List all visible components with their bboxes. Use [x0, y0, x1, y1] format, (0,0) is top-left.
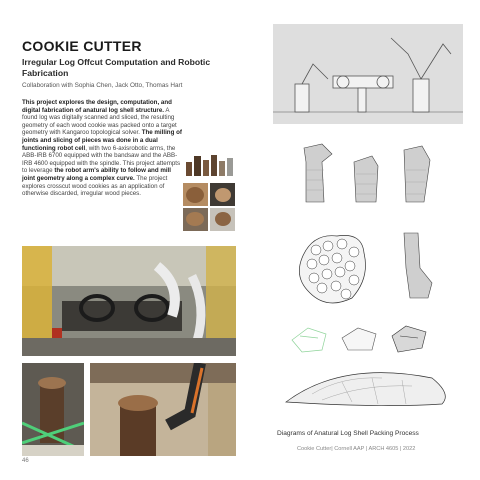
joint-models	[288, 322, 448, 358]
wood-detail-grid	[183, 183, 235, 231]
robot-cell-photo	[22, 246, 236, 356]
body-segment: the robot arm's ability to follow and mill joint geometry along a complex curve.	[22, 167, 171, 182]
log-clamp-photo	[22, 363, 84, 456]
collaboration-credit: Collaboration with Sophia Chen, Jack Otto, Thomas Hart	[22, 82, 183, 89]
page-number: 46	[22, 458, 29, 464]
scanned-log-views	[292, 140, 452, 210]
spindle-milling-photo	[90, 363, 236, 456]
body-segment: A found log was digitally scanned and sliced, the resulting geometry of each wood cookie was packed onto a target geometry with Kangaroo topological solver.	[22, 106, 177, 137]
footer-credit: Cookie Cutter| Cornell AAP | ARCH 4605 | 2022	[297, 446, 416, 452]
body-segment: , with two 6-axisrobotic arms, the ABB-IRB 6700 equipped with the bandsaw and the ABB-IRB 4600 equipped with the spindle. This project attempts to leverage	[22, 144, 181, 175]
wood-samples-image	[183, 152, 235, 178]
body-segment: This project explores the design, computation, and digital fabrication of anatural log shell structure.	[22, 99, 172, 114]
body-segment: The milling of joints and slicing of pieces was done in a dual functioning robot cell	[22, 129, 182, 152]
page-subtitle: Irregular Log Offcut Computation and Robotic Fabrication	[22, 57, 211, 78]
project-description	[22, 99, 182, 198]
diagram-caption: Diagrams of Anatural Log Shell Packing Process	[277, 430, 419, 437]
body-segment: The project explores crosscut wood cookies as an application of otherwise discarded, irregular wood pieces.	[22, 174, 168, 198]
page-title: COOKIE CUTTER	[22, 38, 142, 54]
packing-diagram	[292, 228, 452, 313]
log-shell-structure	[282, 364, 454, 410]
robot-cell-diagram	[273, 24, 463, 124]
